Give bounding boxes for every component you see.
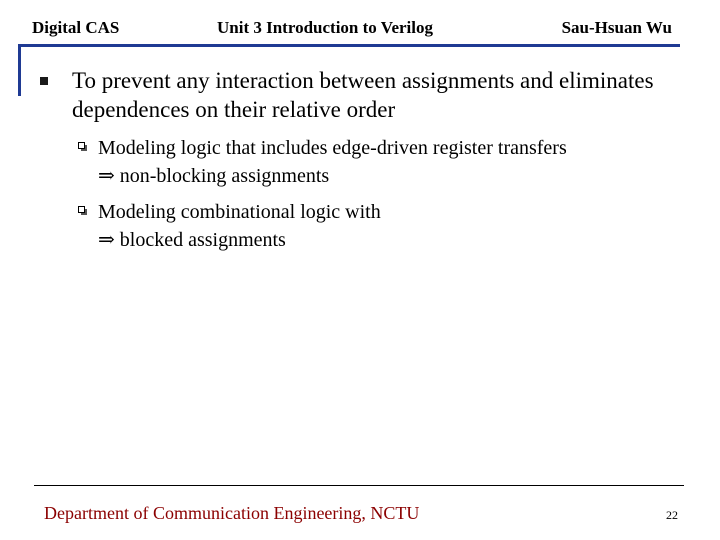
sub-bullet-line: ⇒ non-blocking assignments bbox=[98, 165, 330, 187]
footer-department: Department of Communication Engineering, NCTU bbox=[44, 503, 420, 523]
hollow-square-bullet-icon bbox=[78, 206, 85, 213]
header-divider bbox=[20, 44, 680, 47]
sub-bullet-line: Modeling combinational logic with bbox=[98, 201, 381, 223]
sub-bullet-line: Modeling logic that includes edge-driven register transfers bbox=[98, 137, 567, 159]
square-bullet-icon bbox=[40, 77, 48, 85]
header-unit-title: Unit 3 Introduction to Verilog bbox=[217, 18, 433, 37]
sub-bullet-line: ⇒ blocked assignments bbox=[98, 229, 286, 251]
hollow-square-bullet-icon bbox=[78, 142, 85, 149]
main-bullet-text: To prevent any interaction between assignments and eliminates dependences on their relative order bbox=[72, 68, 654, 122]
sub-bullet-text bbox=[98, 198, 678, 254]
header-course-title: Digital CAS bbox=[32, 18, 120, 37]
header-corner-divider bbox=[18, 44, 21, 96]
page-number: 22 bbox=[666, 508, 678, 522]
footer-divider bbox=[34, 485, 684, 486]
sub-bullet-text bbox=[98, 134, 678, 190]
header-author: Sau-Hsuan Wu bbox=[561, 18, 672, 37]
